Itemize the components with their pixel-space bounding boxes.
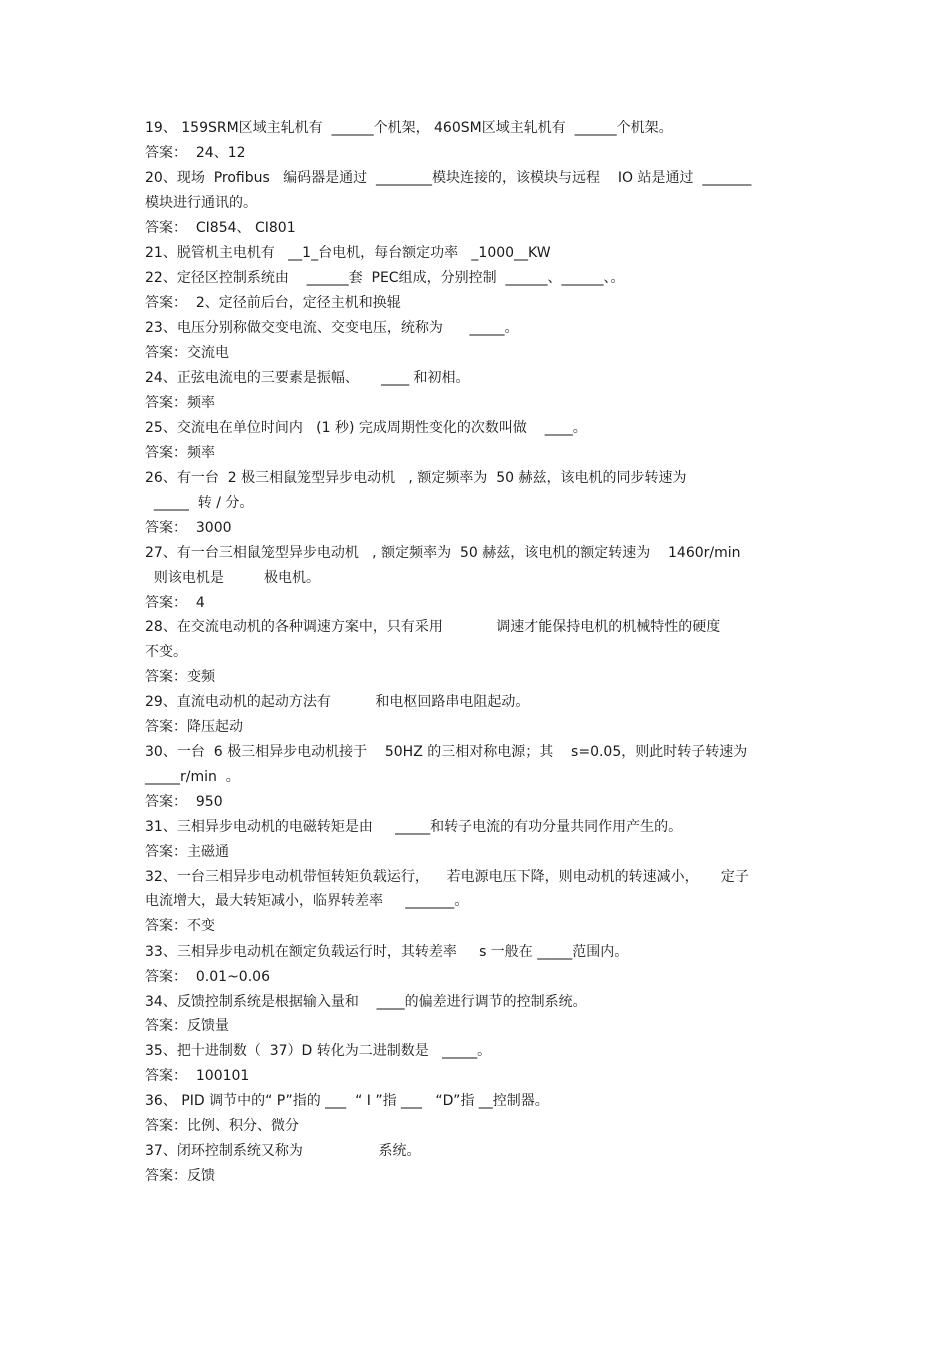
- text-line: 26、有一台 2 极三相鼠笼型异步电动机 , 额定频率为 50 赫兹，该电机的同步转速为: [145, 470, 687, 486]
- text-line: _____ 转 / 分。: [145, 495, 254, 511]
- text-line: 30、一台 6 极三相异步电动机接于 50HZ 的三相对称电源；其 s=0.05，则此时转子转速为: [145, 744, 748, 760]
- text-line: 答案： 0.01~0.06: [145, 969, 270, 985]
- text-line: 35、把十进制数（ 37）D 转化为二进制数是 _____。: [145, 1043, 492, 1059]
- text-line: 20、现场 Profibus 编码器是通过 ________模块连接的，该模块与远程 IO 站是通过 _______: [145, 170, 752, 186]
- text-line: 答案： 950: [145, 794, 223, 810]
- text-line: 33、三相异步电动机在额定负载运行时，其转差率 s 一般在 _____范围内。: [145, 944, 629, 960]
- text-line: 答案：频率: [145, 395, 215, 411]
- text-line: 模块进行通讯的。: [145, 195, 257, 211]
- text-line: 答案：反馈量: [145, 1018, 229, 1034]
- text-line: 21、脱管机主电机有 __1_台电机，每台额定功率 _1000__KW: [145, 245, 551, 261]
- text-line: 27、有一台三相鼠笼型异步电动机 , 额定频率为 50 赫兹，该电机的额定转速为 1460r/min: [145, 545, 741, 561]
- text-line: 答案：比例、积分、微分: [145, 1118, 299, 1134]
- text-line: 则该电机是 极电机。: [145, 570, 320, 586]
- text-line: 36、 PID 调节中的“ P”指的 ___ “ I ”指 ___ “D”指 __控制器。: [145, 1093, 549, 1109]
- text-line: 34、反馈控制系统是根据输入量和 ____的偏差进行调节的控制系统。: [145, 994, 587, 1010]
- text-line: 28、在交流电动机的各种调速方案中，只有采用 调速才能保持电机的机械特性的硬度: [145, 619, 721, 635]
- text-line: 答案：变频: [145, 669, 215, 685]
- text-line: 答案： 2、定径前后台，定径主机和换辊: [145, 295, 401, 311]
- text-line: 32、一台三相异步电动机带恒转矩负载运行， 若电源电压下降，则电动机的转速减小， 定子: [145, 869, 749, 885]
- text-line: 22、定径区控制系统由 ______套 PEC组成，分别控制 ______、______、。: [145, 270, 625, 286]
- text-line: 23、电压分别称做交变电流、交变电压，统称为 _____。: [145, 320, 519, 336]
- text-line: 答案：不变: [145, 918, 215, 934]
- text-line: 答案：反馈: [145, 1168, 215, 1184]
- text-line: 31、三相异步电动机的电磁转矩是由 _____和转子电流的有功分量共同作用产生的。: [145, 819, 683, 835]
- text-line: 答案： 24、12: [145, 145, 246, 161]
- text-line: 不变。: [145, 644, 187, 660]
- text-line: 答案：交流电: [145, 345, 229, 361]
- text-line: 答案： 4: [145, 595, 205, 611]
- text-line: 19、 159SRM区域主轧机有 ______个机架， 460SM区域主轧机有 ______个机架。: [145, 120, 673, 136]
- text-line: 29、直流电动机的起动方法有 和电枢回路串电阻起动。: [145, 694, 530, 710]
- text-line: _____r/min 。: [145, 769, 240, 785]
- text-line: 答案： 100101: [145, 1068, 250, 1084]
- text-line: 答案： CI854、 CI801: [145, 220, 296, 236]
- text-line: 答案：降压起动: [145, 719, 243, 735]
- text-line: 答案：频率: [145, 445, 215, 461]
- text-line: 37、闭环控制系统又称为 系统。: [145, 1143, 421, 1159]
- text-line: 电流增大，最大转矩减小，临界转差率 _______。: [145, 893, 469, 909]
- text-line: 答案： 3000: [145, 520, 232, 536]
- text-line: 25、交流电在单位时间内 (1 秒) 完成周期性变化的次数叫做 ____。: [145, 420, 587, 436]
- text-line: 答案：主磁通: [145, 844, 229, 860]
- text-line: 24、正弦电流电的三要素是振幅、 ____ 和初相。: [145, 370, 470, 386]
